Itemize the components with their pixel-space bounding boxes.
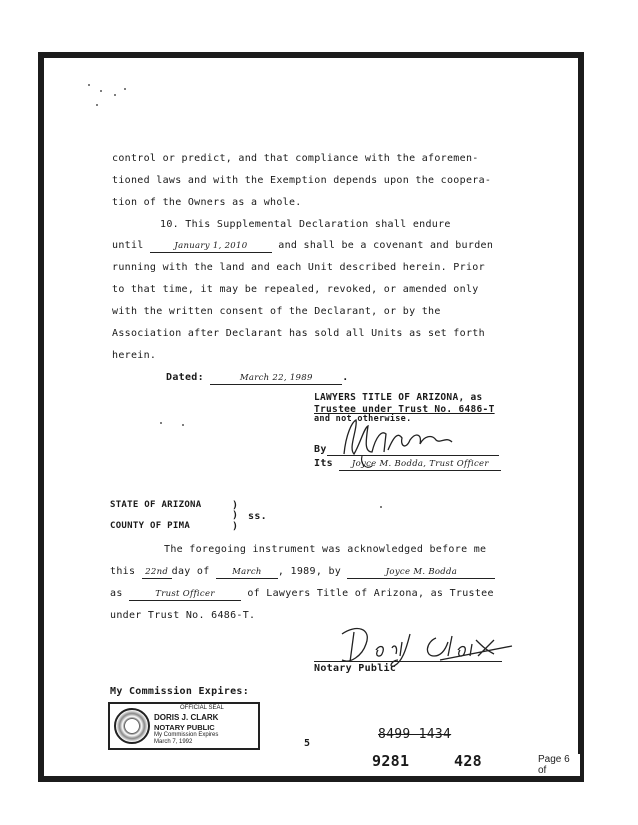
body-line: Association after Declarant has sold all Units as set forth bbox=[112, 328, 485, 339]
ack-month: March bbox=[216, 567, 278, 579]
scan-speck bbox=[88, 84, 90, 86]
ack-line-3 bbox=[110, 588, 494, 601]
scan-speck bbox=[160, 422, 162, 424]
page-number: 5 bbox=[304, 738, 311, 749]
ack-year-by: , 1989, by bbox=[277, 566, 342, 577]
ack-line-1: The foregoing instrument was acknowledged before me bbox=[164, 544, 487, 555]
notary-public-label: Notary Public bbox=[314, 661, 502, 674]
body-line: tion of the Owners as a whole. bbox=[112, 197, 302, 208]
until-label: until bbox=[112, 240, 144, 251]
paragraph-10-start: 10. This Supplemental Declaration shall endure bbox=[160, 219, 451, 230]
venue-state: STATE OF ARIZONA bbox=[110, 500, 202, 510]
scan-speck bbox=[114, 94, 116, 96]
notary-seal-stamp bbox=[108, 702, 260, 750]
trustee-line-3: and not otherwise. bbox=[314, 414, 412, 424]
scan-speck bbox=[380, 506, 382, 508]
struck-recording-number: 8499 1434 bbox=[378, 727, 452, 742]
its-value: Joyce M. Bodda, Trust Officer bbox=[339, 459, 501, 471]
seal-line: My Commission Expires bbox=[154, 732, 219, 738]
viewer-page-label: Page 6 of bbox=[536, 754, 580, 776]
venue-bracket: ) bbox=[232, 500, 239, 511]
scan-border-right bbox=[578, 52, 584, 782]
its-line bbox=[314, 458, 501, 471]
dated-line: Dated: March 22, 1989 . bbox=[166, 372, 349, 383]
until-line bbox=[112, 240, 493, 253]
scan-border-top bbox=[38, 52, 584, 58]
ack-person: Joyce M. Bodda bbox=[347, 567, 495, 579]
by-label: By bbox=[314, 444, 327, 455]
venue-ss: ss. bbox=[248, 511, 267, 522]
seal-line: NOTARY PUBLIC bbox=[154, 723, 215, 732]
body-line: control or predict, and that compliance with the aforemen- bbox=[112, 153, 479, 164]
docket-page-number: 428 bbox=[454, 752, 482, 770]
commission-expires-label: My Commission Expires: bbox=[110, 686, 250, 697]
ack-line-4: under Trust No. 6486-T. bbox=[110, 610, 256, 621]
trustee-line-1: LAWYERS TITLE OF ARIZONA, as bbox=[314, 392, 483, 403]
by-line bbox=[314, 444, 499, 456]
venue-county: COUNTY OF PIMA bbox=[110, 521, 191, 531]
scan-border-bottom bbox=[38, 776, 584, 782]
ack-day: 22nd bbox=[142, 567, 172, 579]
dated-value: March 22, 1989 bbox=[210, 373, 342, 385]
body-line: running with the land and each Unit described herein. Prior bbox=[112, 262, 485, 273]
docket-number: 9281 bbox=[372, 752, 410, 770]
scan-speck bbox=[124, 88, 126, 90]
venue-bracket: ) bbox=[232, 510, 239, 521]
seal-line: OFFICIAL SEAL bbox=[180, 705, 224, 711]
trustee-line-2: Trustee under Trust No. 6486-T bbox=[314, 404, 495, 415]
notary-seal-emblem bbox=[114, 708, 150, 744]
endure-date-field: January 1, 2010 bbox=[150, 241, 272, 253]
seal-line: DORIS J. CLARK bbox=[154, 713, 219, 722]
ack-line-2 bbox=[110, 566, 495, 579]
ack-as: as bbox=[110, 588, 123, 599]
body-line: herein. bbox=[112, 350, 157, 361]
body-line: tioned laws and with the Exemption depends upon the coopera- bbox=[112, 175, 492, 186]
until-line-rest: and shall be a covenant and burden bbox=[278, 240, 494, 251]
scan-speck bbox=[182, 424, 184, 426]
scan-speck bbox=[100, 90, 102, 92]
dated-label: Dated: bbox=[166, 372, 204, 383]
scan-border-left bbox=[38, 52, 44, 782]
ack-title: Trust Officer bbox=[129, 589, 241, 601]
ack-of-text: of Lawyers Title of Arizona, as Trustee bbox=[247, 588, 494, 599]
seal-line: March 7, 1992 bbox=[154, 739, 193, 745]
scan-speck bbox=[96, 104, 98, 106]
ack-day-of: day of bbox=[171, 566, 210, 577]
body-line: to that time, it may be repealed, revoked, or amended only bbox=[112, 284, 479, 295]
venue-bracket: ) bbox=[232, 521, 239, 532]
ack-this: this bbox=[110, 566, 136, 577]
body-line: with the written consent of the Declarant, or by the bbox=[112, 306, 441, 317]
its-label: Its bbox=[314, 458, 333, 469]
